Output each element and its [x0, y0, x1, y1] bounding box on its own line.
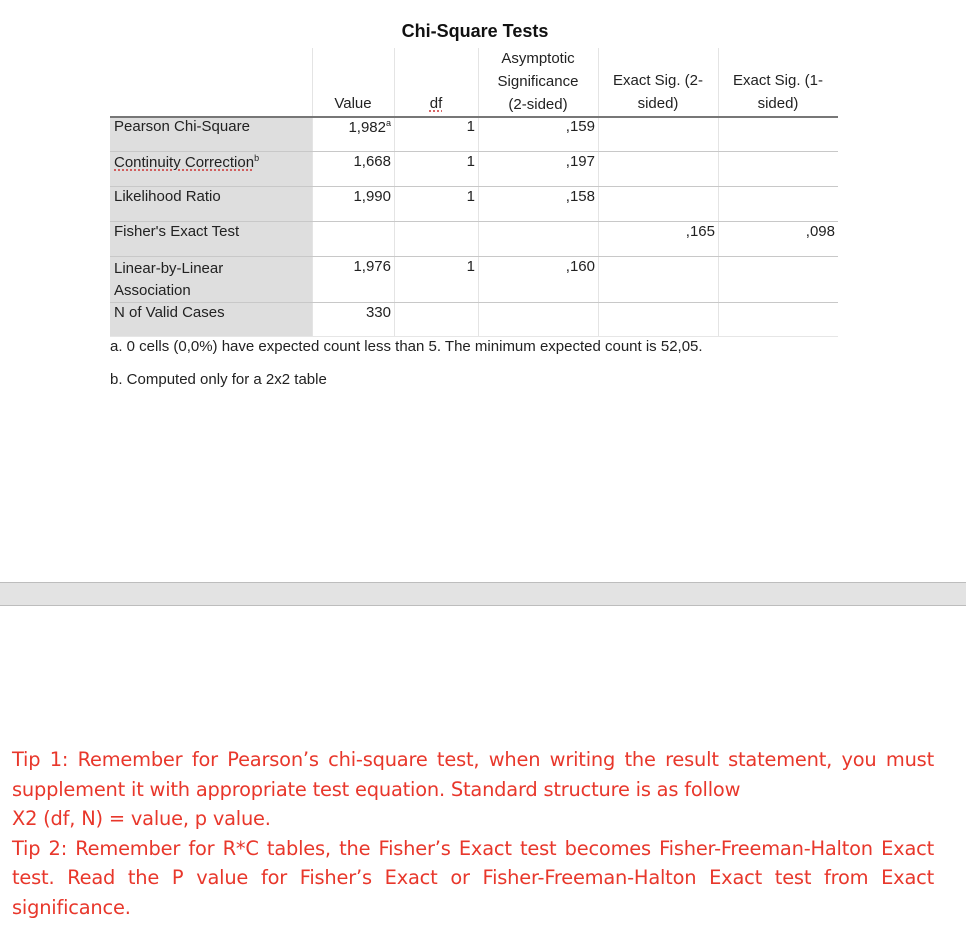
- footnote-a: a. 0 cells (0,0%) have expected count less than 5. The minimum expected count is 52,05.: [110, 338, 703, 355]
- fisher-exact-sig-2: ,165: [685, 223, 715, 240]
- row-rule: [110, 151, 838, 152]
- horizontal-divider-bar: [0, 582, 966, 606]
- likelihood-df: 1: [466, 188, 475, 205]
- row-label-pearson: Pearson Chi-Square: [114, 118, 250, 135]
- linear-label-line: Linear-by-Linear: [114, 260, 224, 277]
- header-exact-sig-1: [718, 69, 838, 115]
- header-exact2-line: Exact Sig. (2-: [612, 72, 704, 89]
- linear-df: 1: [466, 258, 475, 275]
- header-asymp-line: Asymptotic: [501, 50, 575, 67]
- chi-square-tests-output: [0, 0, 966, 400]
- tip-1: [12, 745, 934, 834]
- header-exact1-line: Exact Sig. (1-: [732, 72, 824, 89]
- header-df-text: df: [429, 95, 443, 112]
- tip-1-text: Tip 1: Remember for Pearson’s chi-square test, when writing the result statement, you must supplement it with appropriate test equation. Standard structure is as follow: [12, 748, 934, 801]
- likelihood-value: 1,990: [353, 188, 391, 205]
- fisher-exact-sig-1: ,098: [805, 223, 835, 240]
- header-df: [394, 92, 478, 115]
- pearson-asymp-sig: ,159: [565, 118, 595, 135]
- continuity-value: 1,668: [353, 153, 391, 170]
- row-label-likelihood: Likelihood Ratio: [114, 188, 221, 205]
- row-label-continuity: [114, 153, 259, 171]
- row-label-linear: [114, 258, 223, 302]
- row-label-fisher: Fisher's Exact Test: [114, 223, 240, 240]
- header-asymp-line: Significance: [497, 73, 579, 90]
- n-valid-value: 330: [365, 304, 391, 321]
- row-rule: [110, 256, 838, 257]
- tip-2: Tip 2: Remember for R*C tables, the Fisher’s Exact test becomes Fisher-Freeman-Halton Exact test. Read the P value for Fisher’s Exact or Fisher-Freeman-Halton Exact test from Exact significance.: [12, 836, 934, 919]
- header-value: Value: [334, 95, 372, 112]
- table-bottom-rule: [110, 336, 838, 337]
- footnote-b: b. Computed only for a 2x2 table: [110, 371, 327, 388]
- linear-value: 1,976: [353, 258, 391, 275]
- row-label-n-valid: N of Valid Cases: [114, 304, 225, 321]
- header-asymptotic-significance: [478, 47, 598, 116]
- tip-1-equation: X2 (df, N) = value, p value.: [12, 807, 271, 831]
- header-exact2-line: sided): [637, 95, 679, 112]
- footnote-marker-a: a: [385, 118, 391, 128]
- likelihood-asymp-sig: ,158: [565, 188, 595, 205]
- continuity-label-text: Continuity Correction: [114, 154, 255, 171]
- continuity-asymp-sig: ,197: [565, 153, 595, 170]
- pearson-df: 1: [466, 118, 475, 135]
- table-title: Chi-Square Tests: [401, 21, 549, 41]
- pearson-value-text: 1,982: [348, 119, 386, 136]
- header-exact1-line: sided): [757, 95, 799, 112]
- linear-asymp-sig: ,160: [565, 258, 595, 275]
- linear-label-line: Association: [114, 282, 191, 299]
- row-rule: [110, 302, 838, 303]
- footnote-marker-b: b: [254, 153, 260, 163]
- header-exact-sig-2: [598, 69, 718, 115]
- row-rule: [110, 186, 838, 187]
- pearson-value: [312, 118, 391, 136]
- tips-block: [12, 745, 934, 923]
- continuity-df: 1: [466, 153, 475, 170]
- row-rule: [110, 221, 838, 222]
- header-asymp-line: (2-sided): [508, 96, 568, 113]
